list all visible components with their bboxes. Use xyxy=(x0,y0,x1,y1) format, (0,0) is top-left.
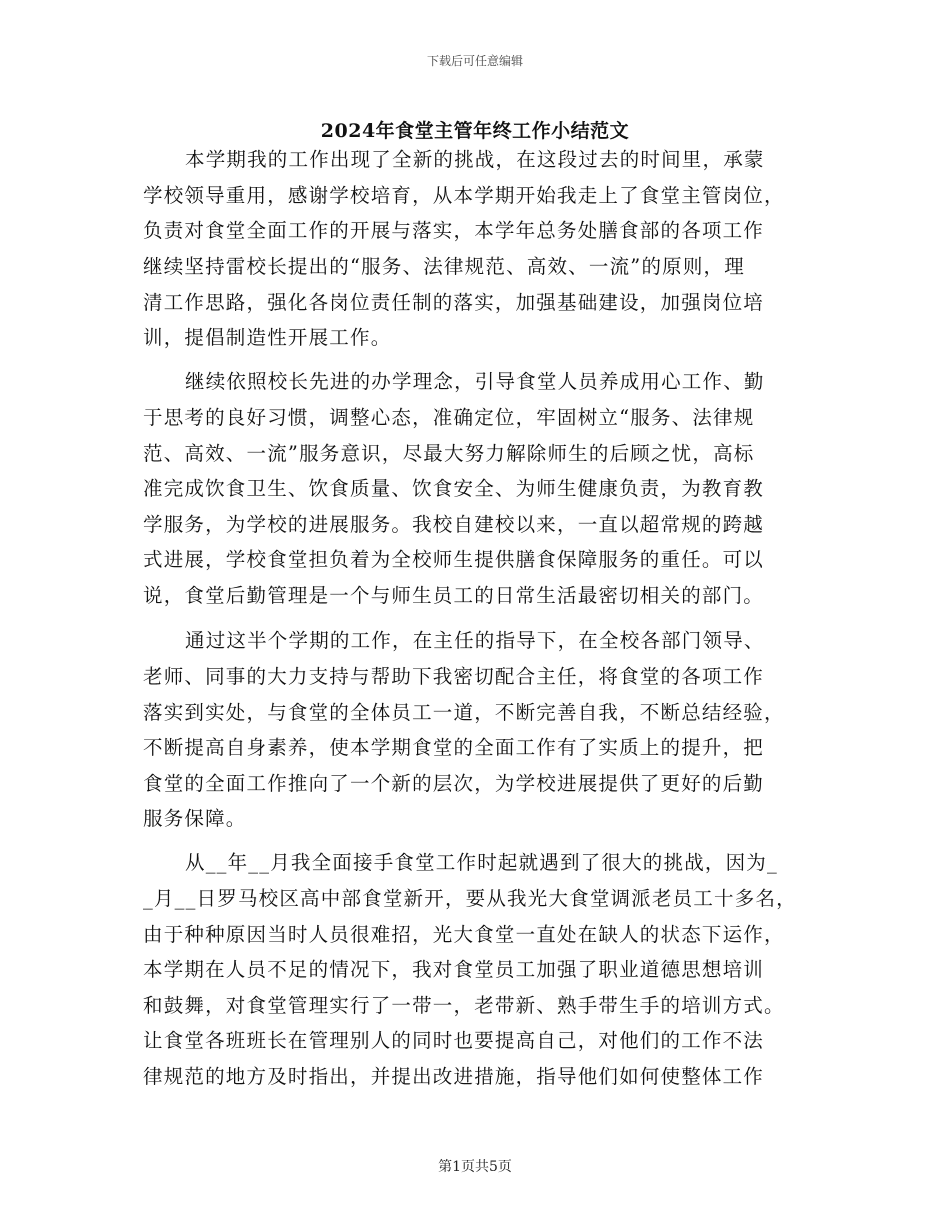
body-line: 学校领导重用，感谢学校培育，从本学期开始我走上了食堂主管岗位， xyxy=(143,184,785,207)
body-line: 食堂的全面工作推向了一个新的层次，为学校进展提供了更好的后勤 xyxy=(143,772,765,795)
body-line: 清工作思路，强化各岗位责任制的落实，加强基础建设，加强岗位培 xyxy=(143,291,765,314)
body-line: 说，食堂后勤管理是一个与师生员工的日常生活最密切相关的部门。 xyxy=(143,584,765,607)
body-line: 准完成饮食卫生、饮食质量、饮食安全、为师生健康负责，为教育教 xyxy=(143,477,765,500)
body-line: _月__日罗马校区高中部食堂新开，要从我光大食堂调派老员工十多名， xyxy=(143,887,797,910)
body-line: 老师、同事的大力支持与帮助下我密切配合主任，将食堂的各项工作 xyxy=(143,665,765,688)
body-line: 训，提倡制造性开展工作。 xyxy=(143,326,392,349)
body-line: 让食堂各班班长在管理别人的同时也要提高自己，对他们的工作不法 xyxy=(143,1029,765,1052)
body-line: 继续坚持雷校长提出的“服务、法律规范、高效、一流”的原则，理 xyxy=(143,255,745,278)
body-line: 落实到实处，与食堂的全体员工一道，不断完善自我，不断总结经验， xyxy=(143,701,785,724)
page-header: 下载后可任意编辑 xyxy=(426,54,523,68)
body-line: 通过这半个学期的工作，在主任的指导下，在全校各部门领导、 xyxy=(185,629,765,652)
body-line: 本学期在人员不足的情况下，我对食堂员工加强了职业道德思想培训 xyxy=(143,958,765,981)
document-title: 2024年食堂主管年终工作小结范文 xyxy=(320,120,630,142)
body-line: 于思考的良好习惯，调整心态，准确定位，牢固树立“服务、法律规 xyxy=(143,406,755,429)
body-line: 律规范的地方及时指出，并提出改进措施，指导他们如何使整体工作 xyxy=(143,1065,765,1088)
body-line: 不断提高自身素养，使本学期食堂的全面工作有了实质上的提升，把 xyxy=(143,736,765,759)
page-footer: 第1页共5页 xyxy=(438,1159,512,1175)
body-line: 本学期我的工作出现了全新的挑战，在这段过去的时间里，承蒙 xyxy=(185,148,765,171)
body-line: 继续依照校长先进的办学理念，引导食堂人员养成用心工作、勤 xyxy=(185,370,765,393)
body-line: 式进展，学校食堂担负着为全校师生提供膳食保障服务的重任。可以 xyxy=(143,548,765,571)
body-line: 范、高效、一流”服务意识，尽最大努力解除师生的后顾之忧，高标 xyxy=(143,442,755,465)
body-line: 由于种种原因当时人员很难招，光大食堂一直处在缺人的状态下运作， xyxy=(143,923,785,946)
body-line: 和鼓舞，对食堂管理实行了一带一，老带新、熟手带生手的培训方式。 xyxy=(143,994,785,1017)
body-line: 学服务，为学校的进展服务。我校自建校以来，一直以超常规的跨越 xyxy=(143,513,765,536)
body-line: 从__年__月我全面接手食堂工作时起就遇到了很大的挑战，因为_ xyxy=(185,851,778,874)
body-line: 负责对食堂全面工作的开展与落实，本学年总务处膳食部的各项工作 xyxy=(143,219,765,242)
body-line: 服务保障。 xyxy=(143,807,247,830)
